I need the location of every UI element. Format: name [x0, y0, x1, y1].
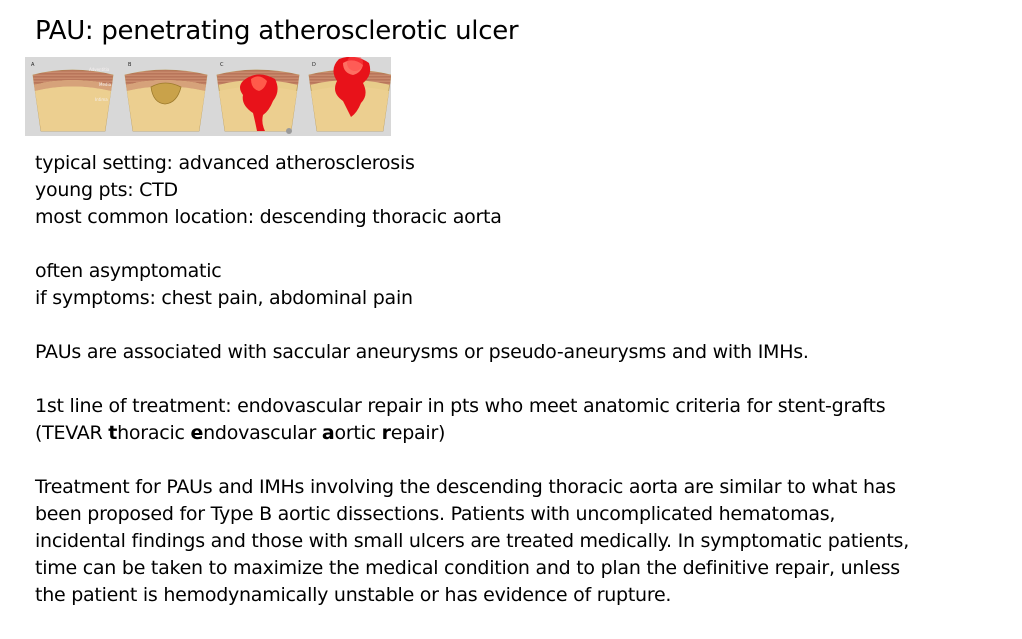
tevar-word-aortic: ortic: [334, 422, 382, 444]
text-asymptomatic: often asymptomatic: [35, 260, 222, 282]
panel-a: [31, 62, 113, 131]
tevar-word-repair: epair): [390, 422, 446, 444]
pau-illustration: [25, 57, 391, 136]
tevar-initial-t: t: [108, 422, 118, 444]
text-first-line-treatment: 1st line of treatment: endovascular repair in pts who meet anatomic criteria for stent-grafts: [35, 395, 886, 417]
spacer: [35, 447, 995, 474]
text-treatment-paragraph-line-2: been proposed for Type B aortic dissections. Patients with uncomplicated hematomas,: [35, 503, 836, 525]
tevar-word-thoracic: horacic: [117, 422, 191, 444]
spacer: [35, 231, 995, 258]
tevar-open: (TEVAR: [35, 422, 109, 444]
tevar-initial-r: r: [381, 422, 391, 444]
panel-b: [125, 62, 207, 131]
text-typical-setting: typical setting: advanced atherosclerosis: [35, 152, 415, 174]
text-common-location: most common location: descending thoracic aorta: [35, 206, 502, 228]
layer-label-media: Media: [99, 82, 112, 87]
pau-illustration-svg: [25, 57, 391, 136]
text-young-pts: young pts: CTD: [35, 179, 178, 201]
text-treatment-paragraph-line-5: the patient is hemodynamically unstable or has evidence of rupture.: [35, 584, 672, 606]
tevar-initial-e: e: [190, 422, 204, 444]
tevar-initial-a: a: [321, 422, 335, 444]
panel-label-a: A: [31, 62, 35, 68]
text-treatment-paragraph-line-1: Treatment for PAUs and IMHs involving the descending thoracic aorta are similar to what has: [35, 476, 896, 498]
spacer: [35, 312, 995, 339]
spacer: [35, 366, 995, 393]
text-tevar-definition: [35, 420, 995, 447]
text-treatment-paragraph-line-3: incidental findings and those with small ulcers are treated medically. In symptomatic patients,: [35, 530, 909, 552]
panel-label-b: B: [128, 62, 132, 68]
text-symptoms: if symptoms: chest pain, abdominal pain: [35, 287, 413, 309]
panel-label-d: D: [312, 62, 316, 68]
tevar-word-endovascular: ndovascular: [203, 422, 322, 444]
panel-d: [309, 57, 391, 131]
panel-c: [217, 62, 299, 134]
layer-label-intima: Intima: [95, 97, 108, 102]
slide-title: PAU: penetrating atherosclerotic ulcer: [35, 16, 519, 46]
text-associations: PAUs are associated with saccular aneurysms or pseudo-aneurysms and with IMHs.: [35, 341, 809, 363]
text-treatment-paragraph-line-4: time can be taken to maximize the medical condition and to plan the definitive repair, unless: [35, 557, 900, 579]
layer-label-adventitia: Adventitia: [89, 67, 110, 72]
slide-body: [35, 150, 995, 609]
panel-label-c: C: [220, 62, 224, 68]
